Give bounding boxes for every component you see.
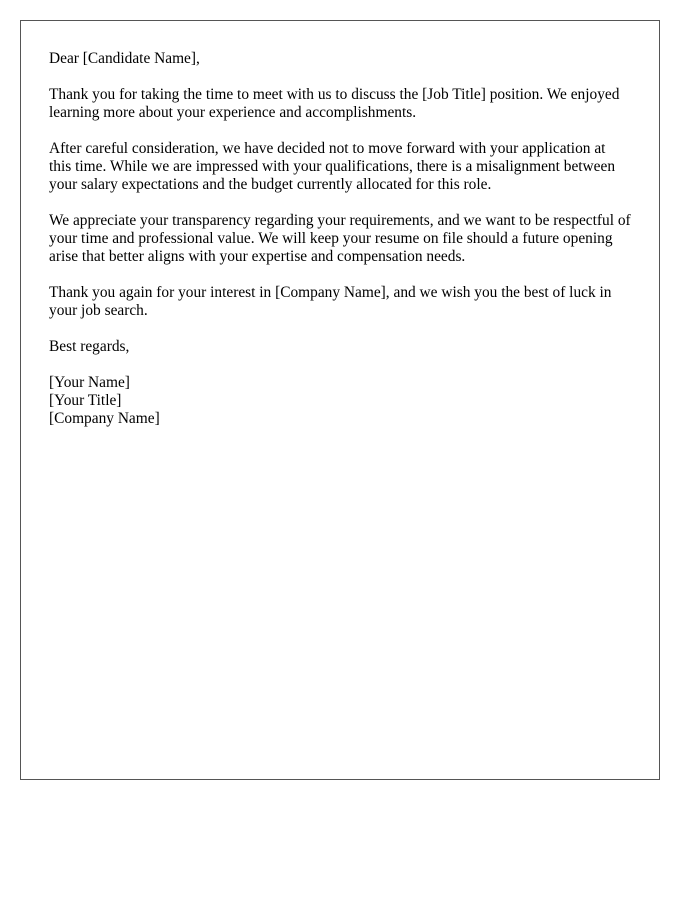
- paragraph-appreciation: We appreciate your transparency regarding your requirements, and we want to be respectful of your time and professional value. We will keep your resume on file should a future opening arise that better aligns with your expertise and compensation needs.: [49, 212, 631, 265]
- signature-block: [49, 374, 631, 428]
- paragraph-decision: After careful consideration, we have decided not to move forward with your application at this time. While we are impressed with your qualifications, there is a misalignment between your salary expectations and the budget currently allocated for this role.: [49, 140, 616, 193]
- salutation: Dear [Candidate Name],: [49, 50, 200, 67]
- closing: Best regards,: [49, 338, 130, 355]
- paragraph-thanks: Thank you again for your interest in [Company Name], and we wish you the best of luck in your job search.: [49, 284, 612, 319]
- signature-company: [Company Name]: [49, 410, 160, 427]
- letter-container: [20, 20, 660, 780]
- signature-name: [Your Name]: [49, 374, 130, 391]
- paragraph-intro: Thank you for taking the time to meet with us to discuss the [Job Title] position. We enjoyed learning more about your experience and accomplishments.: [49, 86, 620, 121]
- signature-title: [Your Title]: [49, 392, 122, 409]
